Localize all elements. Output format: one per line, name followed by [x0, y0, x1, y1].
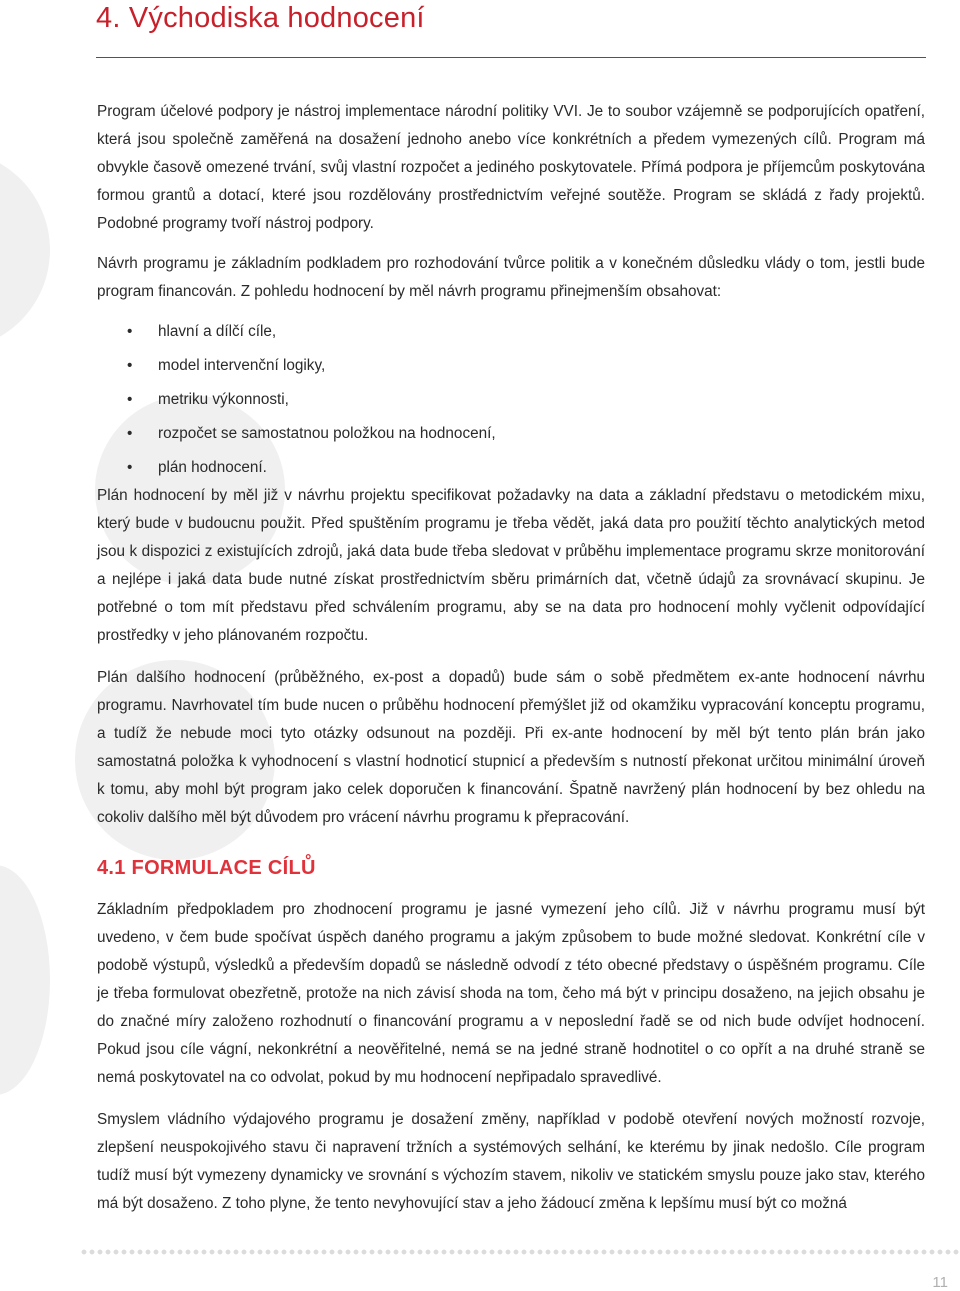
- paragraph-goal-formulation: Základním předpokladem pro zhodnocení programu je jasné vymezení jeho cílů. Již v návrhu programu musí být uvedeno, v čem bude spočívat úspěch daného programu a jakým způsobem to bude možné sledovat. Konkrétní cíle v podobě výstupů, výsledků a především dopadů se následně odvodí z této obecné představy o úspěšném programu. Cíle je třeba formulovat obezřetně, protože na nich závisí shoda na tom, čeho má být v principu dosaženo, na jejich obsahu je do značné míry založeno rozhodnutí o financování programu a v neposlední řadě se od nich bude odvíjet hodnocení. Pokud jsou cíle vágní, nekonkrétní a neověřitelné, nemá se na jedné straně hodnotitel o co opřít a na druhé straně se nemá poskytovatel na co odvolat, pokud by mu hodnocení nepřipadalo spravedlivé.: [97, 901, 925, 1086]
- list-item: • model intervenční logiky,: [97, 352, 925, 386]
- title-divider: [96, 57, 926, 58]
- bullet-icon: •: [127, 425, 133, 442]
- bullet-icon: •: [127, 357, 133, 374]
- footer-dotted-divider: [80, 1248, 960, 1256]
- paragraph-program-proposal: Návrh programu je základním podkladem pro rozhodování tvůrce politik a v konečném důsledku vlády o tom, jestli bude program financován. Z pohledu hodnocení by měl návrh programu přinejmenším obsahovat:: [97, 255, 925, 300]
- paragraph-program-purpose: Smyslem vládního výdajového programu je dosažení změny, například v podobě otevření nových možností rozvoje, zlepšení neuspokojivého stavu či napravení tržních a systémových selhání, ke kterému by jinak nedošlo. Cíle program tudíž musí být vymezeny dynamicky ve srovnání s výchozím stavem, nikoliv ve statickém smyslu pouze jako stav, kterého má být dosaženo. Z toho plyne, že tento nevyhovující stav a jeho žádoucí změna k lepšímu musí být co možná: [97, 1111, 925, 1212]
- background-circle: [0, 150, 50, 350]
- chapter-title: 4. Východiska hodnocení: [96, 2, 425, 34]
- paragraph-program-definition: Program účelové podpory je nástroj implementace národní politiky VVI. Je to soubor vzájemně se podporujících opatření, která jsou společně zaměřená na dosažení jednoho anebo více konkrétních a předem vymezených cílů. Program má obvykle časově omezené trvání, svůj vlastní rozpočet a jediného poskytovatele. Přímá podpora je příjemcům poskytována formou grantů a dotací, které jsou rozdělovány prostřednictvím veřejné soutěže. Program se skládá z řady projektů. Podobné programy tvoří nástroj podpory.: [97, 103, 925, 232]
- proposal-contents-list: [97, 318, 925, 482]
- list-item: • hlavní a dílčí cíle,: [97, 318, 925, 352]
- paragraph-evaluation-plan: Plán hodnocení by měl již v návrhu projektu specifikovat požadavky na data a základní představu o metodickém mixu, který bude v budoucnu použit. Před spuštěním programu je třeba vědět, jaká data pro použití těchto analytických metod jsou k dispozici z existujících zdrojů, jaká data bude třeba sledovat v průběhu implementace programu skrze monitorování a nejlépe i jaká data bude nutné získat prostřednictvím sběru primárních dat, včetně údajů za srovnávací skupinu. Je potřebné o tom mít představu před schválením programu, aby se na data pro hodnocení mohly vyčlenit odpovídající prostředky v jeho plánovaném rozpočtu.: [97, 487, 925, 644]
- bullet-icon: •: [127, 459, 133, 476]
- background-circle: [0, 865, 50, 1095]
- page-content: [97, 98, 925, 1218]
- bullet-icon: •: [127, 323, 133, 340]
- list-item: • plán hodnocení.: [97, 454, 925, 482]
- section-heading: 4.1 FORMULACE CÍLŮ: [97, 857, 316, 879]
- paragraph-further-evaluation: Plán dalšího hodnocení (průběžného, ex-post a dopadů) bude sám o sobě předmětem ex-ante hodnocení návrhu programu. Navrhovatel tím bude nucen o průběhu hodnocení přemýšlet již od okamžiku vypracování konceptu programu, a tudíž že nebude moci tyto otázky odsunout na později. Při ex-ante hodnocení by měl být tento plán brán jako samostatná položka k vyhodnocení s vlastní hodnoticí stupnicí a především s nutností překonat určitou minimální úroveň k tomu, aby mohl být program jako celek doporučen k financování. Špatně navržený plán hodnocení by bez ohledu na cokoliv dalšího měl být důvodem pro vrácení návrhu programu k přepracování.: [97, 669, 925, 826]
- page-number: 11: [932, 1274, 948, 1291]
- list-item: • metriku výkonnosti,: [97, 386, 925, 420]
- bullet-icon: •: [127, 391, 133, 408]
- list-item: • rozpočet se samostatnou položkou na hodnocení,: [97, 420, 925, 454]
